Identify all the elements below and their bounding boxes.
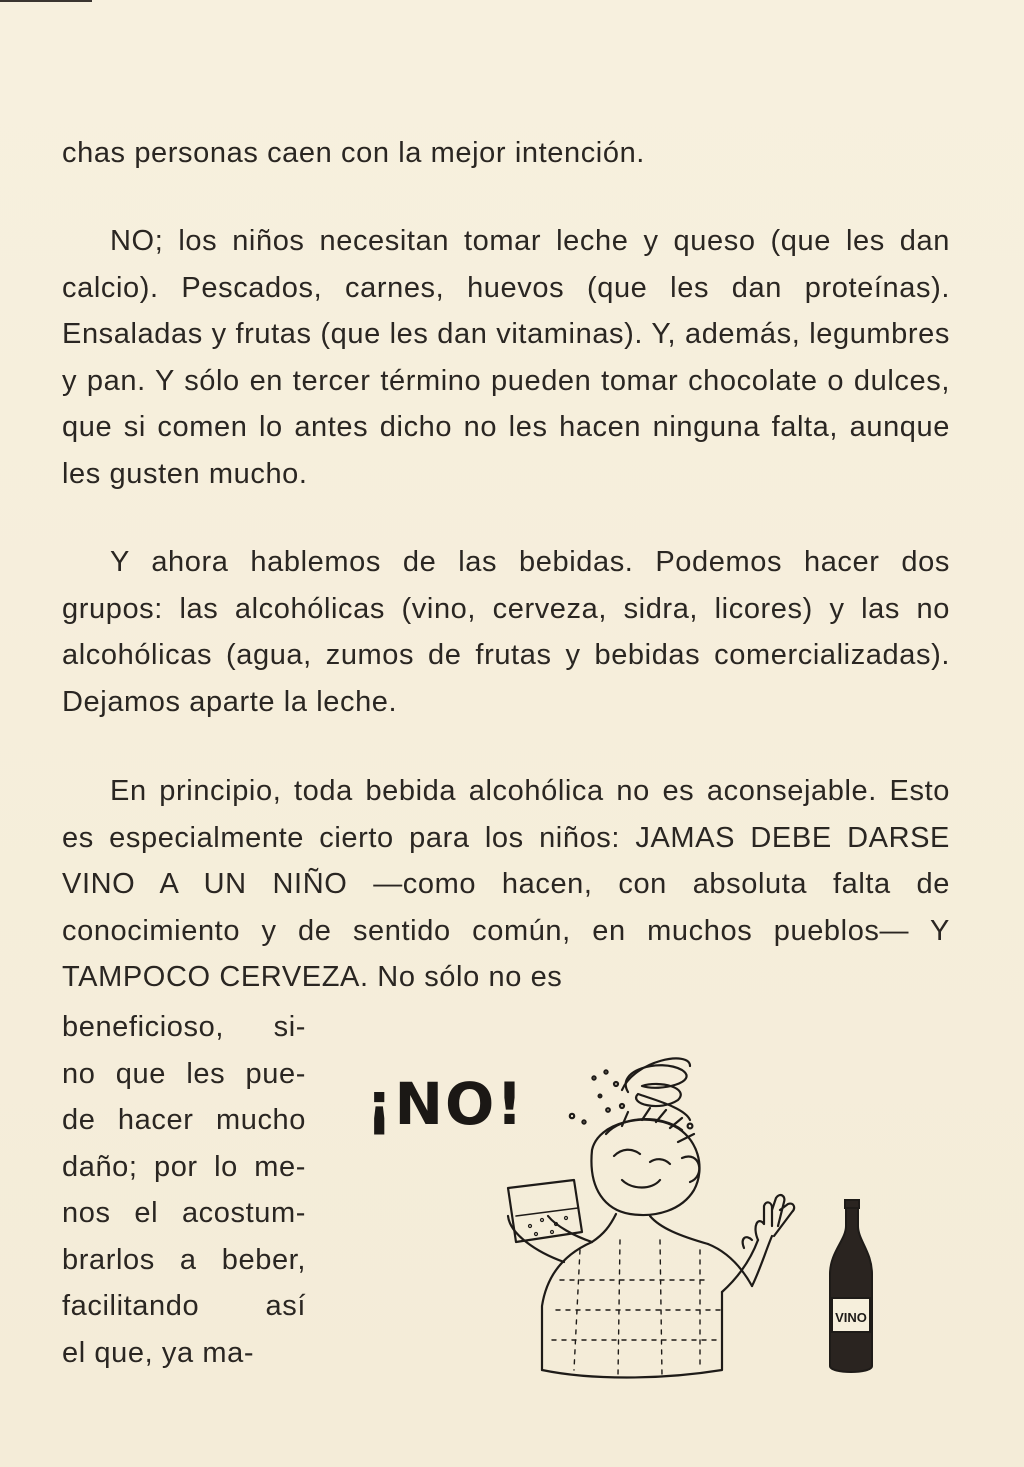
narrow-column bbox=[62, 1004, 306, 1376]
paragraph-1-text: chas personas caen con la mejor intención. bbox=[62, 137, 645, 169]
narrow-line: el que, ya ma- bbox=[62, 1336, 255, 1369]
paragraph-2-text: NO; los niños necesitan tomar leche y queso (que les dan calcio). Pescados, carnes, huevos (que les dan proteínas). Ensaladas y frutas (que les dan vitaminas). Y, además, legumbres y pan. Y sólo en tercer término pueden tomar chocolate o dulces, que si comen lo antes dicho no les hacen ninguna falta, aunque les gusten mucho. bbox=[62, 225, 950, 490]
paragraph-1 bbox=[62, 130, 950, 177]
paragraph-3-text: Y ahora hablemos de las bebidas. Podemos hacer dos grupos: las alcohólicas (vino, cerveza, sidra, licores) y las no alcohólicas (agua, zumos de frutas y bebidas comercializadas). Dejamos aparte la leche. bbox=[62, 546, 950, 718]
paragraph-4 bbox=[62, 768, 950, 1001]
child-drinking-wine-icon bbox=[360, 1030, 880, 1390]
top-rule bbox=[0, 0, 92, 2]
narrow-line: brarlos a beber, bbox=[62, 1243, 306, 1276]
narrow-line: no que les pue- bbox=[62, 1057, 306, 1090]
paragraph-4-text: En principio, toda bebida alcohólica no es aconsejable. Esto es especialmente cierto para los niños: JAMAS DEBE DARSE VINO A UN NIÑO —como hacen, con absoluta falta de conocimiento y de sentido común, en muchos pueblos— Y TAMPOCO CERVEZA. No sólo no es bbox=[62, 775, 950, 993]
paragraph-3 bbox=[62, 539, 950, 725]
bottle-label: VINO bbox=[835, 1310, 867, 1325]
wine-bottle-icon bbox=[830, 1200, 872, 1372]
no-exclamation: ¡NO! bbox=[366, 1070, 525, 1138]
narrow-line: de hacer mucho bbox=[62, 1104, 306, 1136]
narrow-line: nos el acostum- bbox=[62, 1197, 306, 1229]
narrow-line: beneficioso, si- bbox=[62, 1011, 306, 1043]
narrow-line: facilitando así bbox=[62, 1290, 306, 1322]
narrow-line: daño; por lo me- bbox=[62, 1150, 306, 1183]
paragraph-2 bbox=[62, 218, 950, 497]
